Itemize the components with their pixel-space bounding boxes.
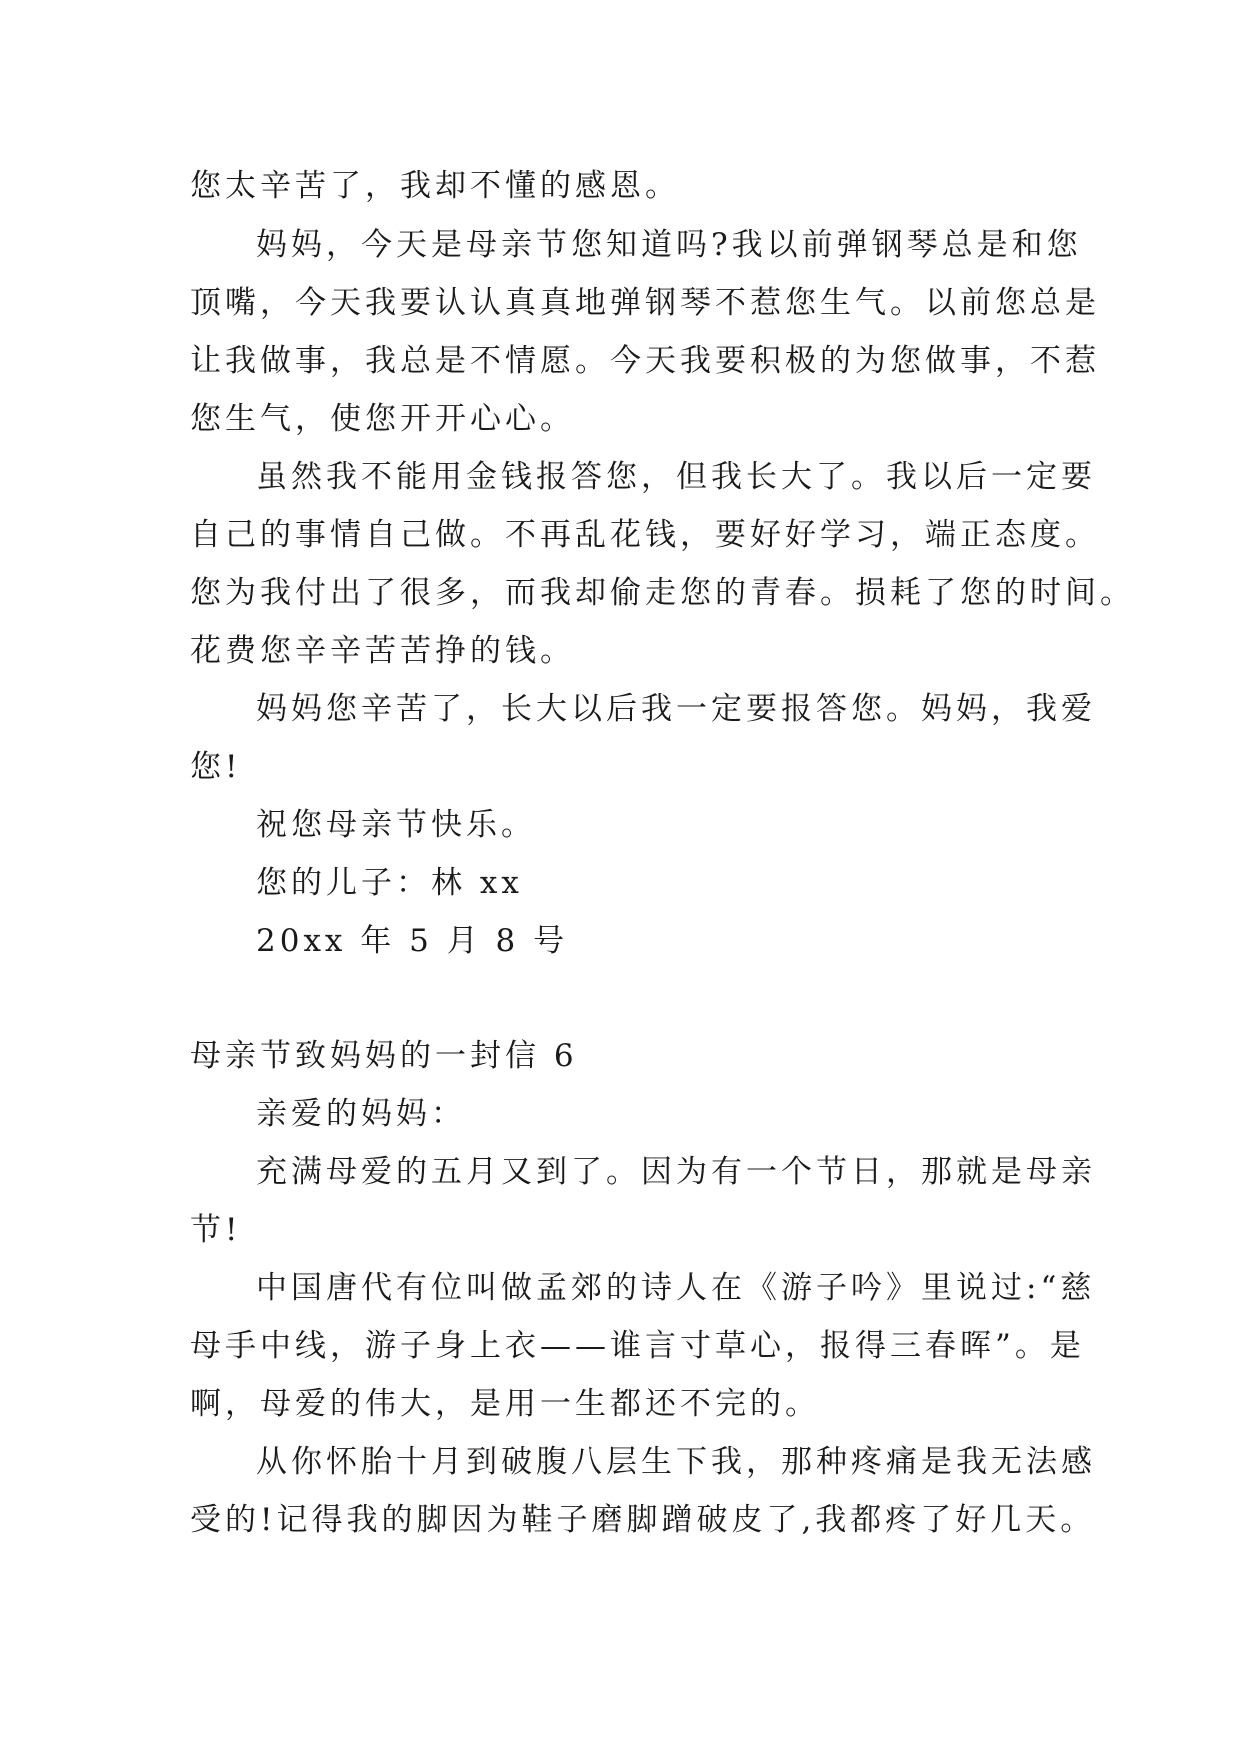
salutation-line: 亲爱的妈妈： <box>256 1096 466 1132</box>
text-line: 虽然我不能用金钱报答您，但我长大了。我以后一定要 <box>256 459 1096 495</box>
text-line: 中国唐代有位叫做孟郊的诗人在《游子吟》里说过:“慈 <box>256 1270 1096 1306</box>
text-line: 受的!记得我的脚因为鞋子磨脚蹭破皮了,我都疼了好几天。 <box>190 1502 1096 1538</box>
text-line: 从你怀胎十月到破腹八层生下我，那种疼痛是我无法感 <box>256 1444 1096 1480</box>
text-line: 妈妈，今天是母亲节您知道吗?我以前弹钢琴总是和您 <box>256 227 1082 263</box>
text-line: 您太辛苦了，我却不懂的感恩。 <box>190 168 680 204</box>
text-line: 花费您辛辛苦苦挣的钱。 <box>190 633 575 669</box>
text-line: 顶嘴，今天我要认认真真地弹钢琴不惹您生气。以前您总是 <box>190 285 1100 321</box>
closing-line: 祝您母亲节快乐。 <box>256 807 536 843</box>
text-line: 让我做事，我总是不情愿。今天我要积极的为您做事，不惹 <box>190 343 1100 379</box>
text-line: 节! <box>190 1212 242 1248</box>
text-line: 啊，母爱的伟大，是用一生都还不完的。 <box>190 1386 820 1422</box>
text-line: 母手中线，游子身上衣——谁言寸草心，报得三春晖”。是 <box>190 1328 1085 1364</box>
text-line: 自己的事情自己做。不再乱花钱，要好好学习，端正态度。 <box>190 517 1100 553</box>
text-line: 您为我付出了很多，而我却偷走您的青春。损耗了您的时间。 <box>190 575 1135 611</box>
section-title: 母亲节致妈妈的一封信 6 <box>190 1038 578 1074</box>
date-line: 20xx 年 5 月 8 号 <box>256 923 569 959</box>
text-line: 您! <box>190 749 242 785</box>
text-line: 充满母爱的五月又到了。因为有一个节日，那就是母亲 <box>256 1154 1096 1190</box>
signature-line: 您的儿子：林 xx <box>256 865 523 901</box>
text-line: 您生气，使您开开心心。 <box>190 401 575 437</box>
text-line: 妈妈您辛苦了，长大以后我一定要报答您。妈妈，我爱 <box>256 691 1096 727</box>
